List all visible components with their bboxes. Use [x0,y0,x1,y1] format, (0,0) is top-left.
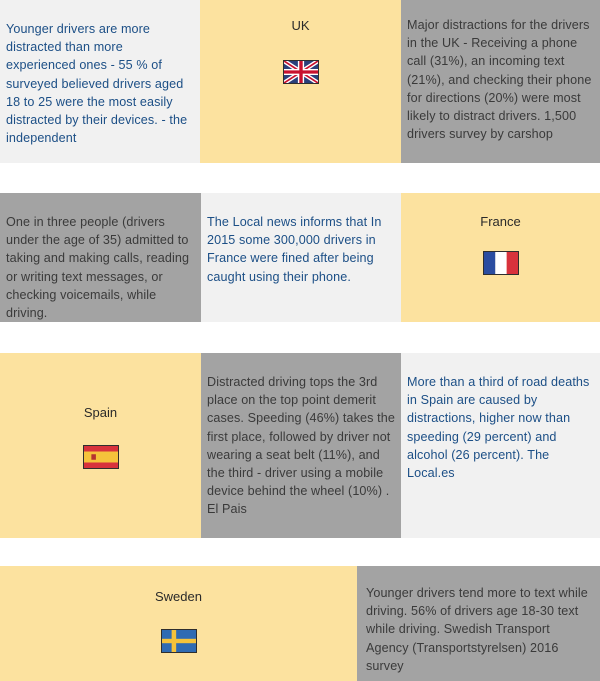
spain-fact-road-deaths-text: More than a third of road deaths in Spain are caused by distractions, higher now than speeding (29 percent) and alcohol (26 percent). The Local.es [407,375,590,481]
sweden-flag-icon [161,629,197,653]
spain-flag-icon [83,445,119,469]
uk-fact-independent-text: Younger drivers are more distracted than more experienced ones - 55 % of surveyed believed drivers aged 18 to 25 were the most easily distracted by their devices. - the independent [6,22,188,146]
spain-fact-road-deaths [401,353,600,538]
sweden-country-panel [0,566,357,681]
spain-country-panel [0,353,201,538]
uk-fact-independent [0,0,200,163]
france-country-label: France [480,214,521,229]
uk-country-label: UK [291,18,310,33]
sweden-fact-texting-text: Younger drivers tend more to text while driving. 56% of drivers age 18-30 text while driving. Swedish Transport Agency (Transportstyrelsen) 2016 survey [366,586,588,673]
france-fact-young-drivers [0,193,201,322]
france-flag-icon [483,251,519,275]
france-fact-young-drivers-text: One in three people (drivers under the age of 35) admitted to taking and making calls, reading or writing text messages, or checking voicemails, while driving. [6,215,190,321]
uk-country-panel [200,0,401,163]
france-fact-fines-text: The Local news informs that In 2015 some 300,000 drivers in France were fined after being caught using their phone. [207,215,382,284]
spain-fact-demerits [201,353,401,538]
spain-fact-demerits-text: Distracted driving tops the 3rd place on the top point demerit cases. Speeding (46%) takes the first place, followed by driver not wearing a seat belt (11%), and the third - driver using a mobile device behind the wheel (10%) . El Pais [207,375,395,517]
uk-flag-icon [283,60,319,84]
france-country-panel [401,193,600,322]
uk-fact-distractions-text: Major distractions for the drivers in the UK - Receiving a phone call (31%), an incoming text (21%), and checking their phone for directions (20%) were most likely to distract drivers. 1,500 drivers survey by carshop [407,18,592,142]
sweden-fact-texting [357,566,600,681]
uk-fact-distractions [401,0,600,163]
spain-country-label: Spain [83,405,118,420]
france-fact-fines [201,193,401,322]
sweden-country-label: Sweden [155,589,202,604]
